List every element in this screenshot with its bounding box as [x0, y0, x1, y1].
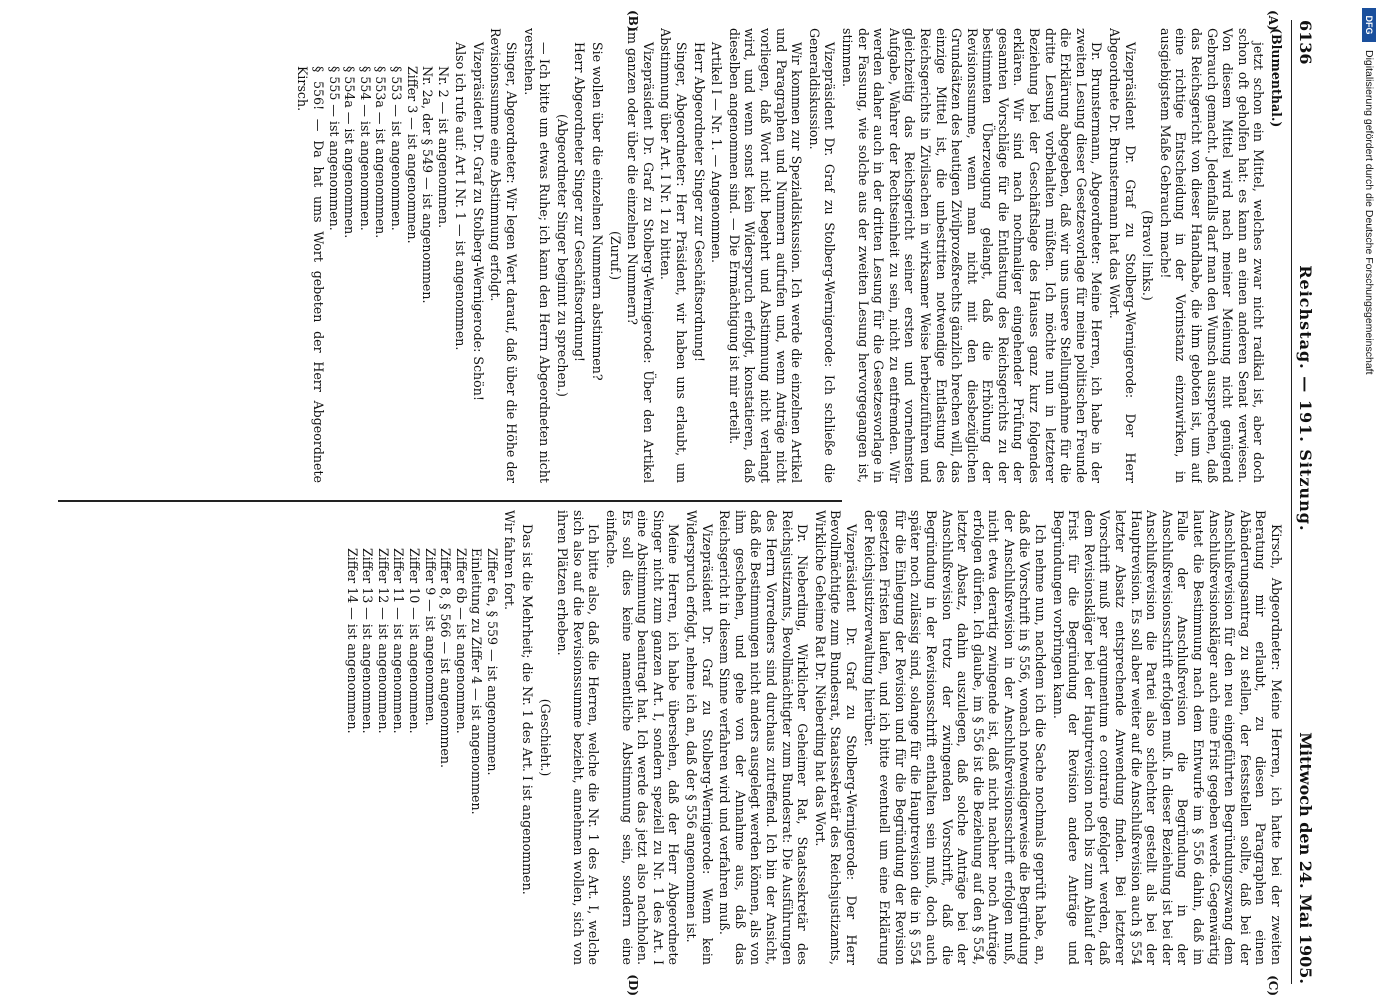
right-column-paragraph: Dr. Nieberding, Wirklicher Geheimer Rat, Staatssekretär des Reichsjustizamts, Bevollmächtigter zum Bundesrat: Die Ausführungen des Herrn Vorredners sind durchaus zutreffend. Ich bin der Ansicht, daß die Bestimmungen nicht anders ausgelegt werden können, als von ihm geschehen, und gehe von der Annahme aus, daß das Reichsgericht in diesem Sinne verfahren wird und verfahren muß. [717, 510, 811, 965]
right-column-paragraph: Ziffer 12 — ist angenommen. [375, 548, 391, 734]
left-column-paragraph: § 553a — ist angenommen. [373, 66, 389, 239]
left-column-paragraph: § 553 — ist angenommen. [388, 66, 404, 231]
dfg-sidebar [1359, 8, 1379, 992]
margin-mark-a: (A) [1266, 10, 1280, 31]
left-column-paragraph: § 555 — ist angenommen. [326, 66, 342, 231]
left-column-paragraph: (Bravo! links.) [1140, 210, 1156, 301]
left-column-paragraph: Nr. 2 — ist angenommen. [435, 66, 451, 229]
dfg-logo: DFG [1362, 8, 1376, 42]
left-column-paragraph: (Abgeordneter Singer beginnt zu sprechen.) [554, 114, 570, 397]
page-header [1291, 20, 1324, 984]
margin-mark-d: (D) [626, 974, 640, 996]
left-column-paragraph: Also ich rufe auf: Art I Nr. 1 — ist angenommen. [453, 42, 469, 351]
left-column-paragraph: § 556! — Da hat ums Wort gebeten der Herr Abgeordnete Kirsch. [295, 66, 326, 483]
left-column-paragraph: (Zuruf.) [607, 230, 623, 281]
right-column-paragraph: Ich nehme nun, nachdem ich die Sache nochmals geprüft habe, an, daß die Vorschrift in § 556, wonach notwendigerweise die Begründung der Anschlußrevision in der Anschlußrevisionsschrift erfolgen muß, nicht etwa derartig zwingende ist, daß nicht nachher noch Anträge erfolgen dürfen. Ich glaube, im § 556 ist die Beziehung auf den § 554, letzter Absatz, dahin auszulegen, daß solche Anträge bei der Anschlußrevision trotz der zwingenden Vorschrift, daß die Begründung in der Revisionsschrift enthalten sein muß, doch auch später noch zulässig sind, solange für die Hauptrevision die in § 554 für die Einlegung der Revision und für die Begründung der Revision gesetzten Fristen laufen, und ich bitte eventuell um eine Erklärung der Reichsjustizverwaltung hierüber. [861, 510, 1049, 965]
right-column-paragraph: Einleitung zu Ziffer 4 — ist angenommen. [469, 548, 485, 815]
right-column-paragraph: Ziffer 10 — ist angenommen. [406, 548, 422, 734]
right-column-paragraph: Ziffer 9 — ist angenommen. [422, 548, 438, 726]
left-column-paragraph: (Blumenthal.) [1269, 28, 1284, 128]
left-column-paragraph: § 554a — ist angenommen. [342, 66, 358, 239]
left-column-paragraph: — Ich bitte um etwas Ruhe; ich kann den Herrn Abgeordneten nicht verstehen. [521, 28, 553, 483]
right-column-paragraph: Meine Herren, ich habe übersehen, daß der Herr Abgeordnete Singer nicht zum ganzen Art. I, sondern speziell zu Nr. 1 des Art. I eine Abstimmung beantragt hat. Ich werde das jetzt also nachholen. Es soll dies keine namentliche Abstimmung sein, sondern eine einfache. [604, 510, 682, 965]
right-column-paragraph: Das ist die Mehrheit; die Nr. 1 des Art. I ist angenommen. [520, 524, 536, 895]
left-column-paragraph: Artikel I — Nr. 1. — Angenommen. [709, 42, 725, 264]
left-column-paragraph: jetzt schon ein Mittel, welches zwar nicht radikal ist, aber doch schon oft geholfen hat: es kann an einen anderen Senat verwiesen. Von diesem Mittel wird nach meiner Meinung nicht genügend Gebrauch gemacht. Jedenfalls darf man den Wunsch aussprechen, daß das Reichsgericht von dieser Handhabe, die ihm geboten ist, um auf eine richtige Entscheidung in der Vorinstanz einzuwirken, in ausgiebigstem Maße Gebrauch mache! [1157, 28, 1267, 483]
right-column-paragraph: Ziffer 11 — ist angenommen. [391, 548, 407, 734]
right-column-paragraph: Wir fahren fort. [502, 510, 518, 610]
digitization-note: Digitalisierung gefördert durch die Deutsche Forschungsgemeinschaft [1363, 50, 1375, 375]
right-column-paragraph: Vizepräsident Dr. Graf zu Stolberg-Wernigerode: Wenn kein Widerspruch erfolgt, nehme ich an, daß der § 556 angenommen ist. [684, 510, 715, 965]
left-column-paragraph: Vizepräsident Dr. Graf zu Stolberg-Wernigerode: Über den Artikel im ganzen oder über die einzelnen Nummern? [625, 28, 656, 483]
left-text-column [52, 28, 1284, 483]
margin-mark-b: (B) [626, 10, 640, 32]
right-text-column [52, 510, 1284, 965]
right-column-paragraph: Ziffer 14 — ist angenommen. [344, 548, 360, 734]
margin-mark-c: (C) [1266, 975, 1280, 996]
left-column-paragraph: Herr Abgeordneter Singer zur Geschäftsordnung! [572, 42, 588, 362]
session-title: Reichstag. — 191. Sitzung. [1296, 265, 1315, 532]
left-column-paragraph: Sie wollen über die einzelnen Nummern abstimmen? [590, 42, 606, 381]
right-column-paragraph: Ziffer 6a, § 559 — ist angenommen. [484, 548, 500, 776]
rotated-page-content [48, 10, 1330, 996]
page-number: 6136 [1296, 20, 1315, 65]
right-column-paragraph: Ziffer 13 — ist angenommen. [360, 548, 376, 734]
left-column-paragraph: Vizepräsident Dr. Graf zu Stolberg-Wernigerode: Der Herr Abgeordnete Dr. Brunstermann hat das Wort. [1107, 28, 1138, 483]
right-column-paragraph: Vizepräsident Dr. Graf zu Stolberg-Wernigerode: Der Herr Bevollmächtigte zum Bundesrat, Staatssekretär des Reichsjustizamts, Wirkliche Geheime Rat Dr. Nieberding hat das Wort. [812, 510, 859, 965]
left-column-paragraph: Vizepräsident Dr. Graf zu Stolberg-Wernigerode: Schön! [470, 42, 486, 401]
left-column-paragraph: Singer, Abgeordneter: Wir legen Wert darauf, daß über die Höhe der Revisionssumme eine Abstimmung erfolgt. [488, 28, 520, 483]
right-column-paragraph: Ich bitte also, daß die Herren, welche die Nr. 1 des Art. I, welche sich also auf die Revisionssumme bezieht, annehmen wollen, sich von ihren Plätzen erheben. [555, 510, 602, 965]
session-date: Mittwoch den 24. Mai 1905. [1296, 732, 1315, 984]
column-divider [58, 500, 842, 502]
right-column-paragraph: (Geschieht.) [537, 698, 553, 777]
left-column-paragraph: Nr. 2a, der § 549 — ist angenommen. [420, 66, 436, 304]
left-column-paragraph: Herr Abgeordneter Singer zur Geschäftsordnung! [691, 42, 707, 362]
left-column-paragraph: § 554 — ist angenommen. [357, 66, 373, 231]
right-column-paragraph: Ziffer 8, § 566 — ist angenommen. [438, 548, 454, 768]
left-column-paragraph: Vizepräsident Dr. Graf zu Stolberg-Wernigerode: Ich schließe die Generaldiskussion. [806, 28, 838, 483]
left-column-paragraph: Singer, Abgeordneter: Herr Präsident, wir haben uns erlaubt, um Abstimmung über Art. I Nr. 1 zu bitten. [658, 28, 690, 483]
right-column-paragraph: Kirsch, Abgeordneter: Meine Herren, ich hatte bei der zweiten Beratung mir erlaubt, zu diesen Paragraphen einen Abänderungsantrag zu stellen, der festsstellen sollte, daß bei der Anschlußrevision für den neu eingeführten Begründungszwang dem Anschlußrevisionskläger auch eine Frist gegeben werde. Gegenwärtig lautet die Bestimmung nach dem Entwurfe im § 556 dahin, daß im Falle der Anschlußrevision die Begründung in der Anschlußrevisionsschrift erfolgen muß. In dieser Beziehung ist bei der Anschlußrevision die Partei also schlechter gestellt als bei der Hauptrevision. Es soll aber weiter auf die Anschlußrevision auch § 554 letzter Absatz entsprechende Anwendung finden. Bei letzterer Vorschrift muß per argumentum e contrario gefolgert werden, daß dem Revisionskläger bei der Hauptrevision noch bis zum Ablauf der Frist für die Begründung der Revision andere Anträge und Begründungen vorbringen kann. [1050, 510, 1284, 965]
right-column-paragraph: Ziffer 6b — ist angenommen. [453, 548, 469, 734]
left-column-paragraph: Ziffer 3 — ist angenommen. [404, 66, 420, 244]
left-column-paragraph: Wir kommen zur Spezialdiskussion. Ich werde die einzelnen Artikel und Paragraphen und Nummern aufrufen und, wenn Anträge nicht vorliegen, daß Wort nicht begehrt und Abstimmung nicht verlangt wird, und wenn sonst kein Widerspruch erfolgt, konstatieren, daß dieselben angenommen sind. — Die Ermächtigung ist mir erteilt. [726, 28, 805, 483]
left-column-paragraph: Dr. Brunstermann, Abgeordneter: Meine Herren, ich habe in der zweiten Lesung dieser Gesetzesvorlage für meine politischen Freunde die Erklärung abgegeben, daß wir uns unsere Stellungnahme für die dritte Lesung vorbehalten müßten. Ich möchte nun in letzterer Beziehung bei der Geschäftslage des Hauses ganz kurz folgendes erklären. Wir sind nach nochmaliger eingehender Prüfung der gesamten Vorschläge für die Entlastung des Reichsgerichts zu der bestimmten Überzeugung gelangt, daß die Erhöhung der Revisionssumme, wenn man nicht mit den diesbezüglichen Grundsätzen des heutigen Zivilprozeßrechts gänzlich brechen will, das einzige Mittel ist, die unbestritten notwendige Entlastung des Reichsgerichts in Zivilsachen in wirksamer Weise herbeizuführen und gleichzeitig das Reichsgericht seiner ersten und vornehmsten Aufgabe, Wahrer der Rechtseinheit zu sein, nicht zu entfremden. Wir werden daher auch in der dritten Lesung für die Gesetzesvorlage in der Fassung, wie solche aus der zweiten Lesung hervorgegangen ist, stimmen. [839, 28, 1105, 483]
